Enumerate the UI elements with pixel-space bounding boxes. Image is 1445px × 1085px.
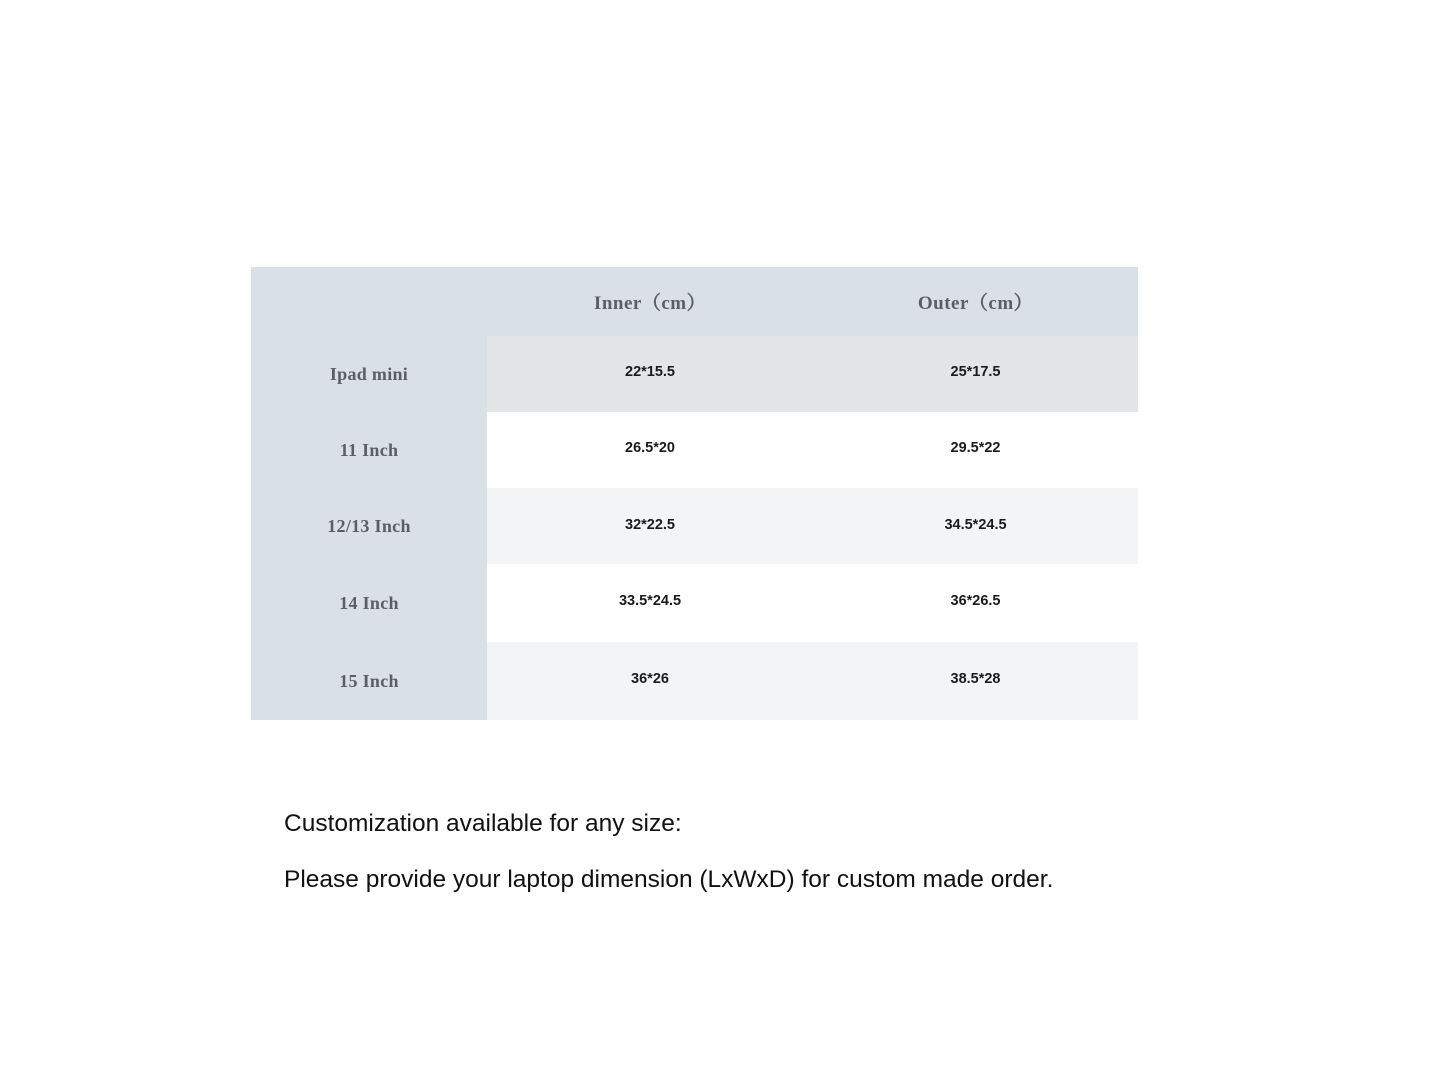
cell-inner-value: 22*15.5 — [625, 364, 675, 380]
cell-inner-value: 26.5*20 — [625, 440, 675, 456]
cell-inner-value: 33.5*24.5 — [618, 593, 682, 609]
cell-inner — [487, 336, 813, 412]
cell-outer-value: 38.5*28 — [950, 671, 1001, 687]
note-customization: Customization available for any size: — [284, 810, 682, 837]
table-row — [251, 564, 1138, 642]
cell-inner-value: 36*26 — [631, 671, 669, 687]
table-row — [251, 412, 1138, 488]
row-label-11-inch: 11 Inch — [251, 412, 487, 488]
table-row — [251, 642, 1138, 720]
table-row — [251, 488, 1138, 564]
cell-inner-value: 32*22.5 — [625, 517, 675, 533]
cell-outer-value: 29.5*22 — [950, 440, 1001, 456]
size-chart-table — [251, 267, 1138, 720]
notes-block — [284, 812, 1284, 892]
cell-outer-value: 34.5*24.5 — [944, 517, 1007, 533]
column-header-inner: Inner（cm） — [487, 267, 813, 336]
note-dimension-request: Please provide your laptop dimension (LxWxD) for custom made order. — [284, 865, 1054, 893]
cell-outer — [813, 412, 1138, 488]
cell-outer — [813, 336, 1138, 412]
row-label-ipad-mini: Ipad mini — [251, 336, 487, 412]
column-header-blank — [251, 267, 487, 336]
cell-inner — [487, 488, 813, 564]
cell-inner — [487, 564, 813, 642]
cell-outer-value: 25*17.5 — [950, 364, 1001, 380]
cell-outer — [813, 642, 1138, 720]
cell-outer-value: 36*26.5 — [950, 593, 1001, 609]
cell-inner — [487, 412, 813, 488]
table-row — [251, 336, 1138, 412]
cell-outer — [813, 488, 1138, 564]
table-header-row — [251, 267, 1138, 336]
row-label-14-inch: 14 Inch — [251, 564, 487, 642]
row-label-12-13-inch: 12/13 Inch — [251, 488, 487, 564]
row-label-15-inch: 15 Inch — [251, 642, 487, 720]
cell-outer — [813, 564, 1138, 642]
column-header-outer: Outer（cm） — [813, 267, 1138, 336]
cell-inner — [487, 642, 813, 720]
